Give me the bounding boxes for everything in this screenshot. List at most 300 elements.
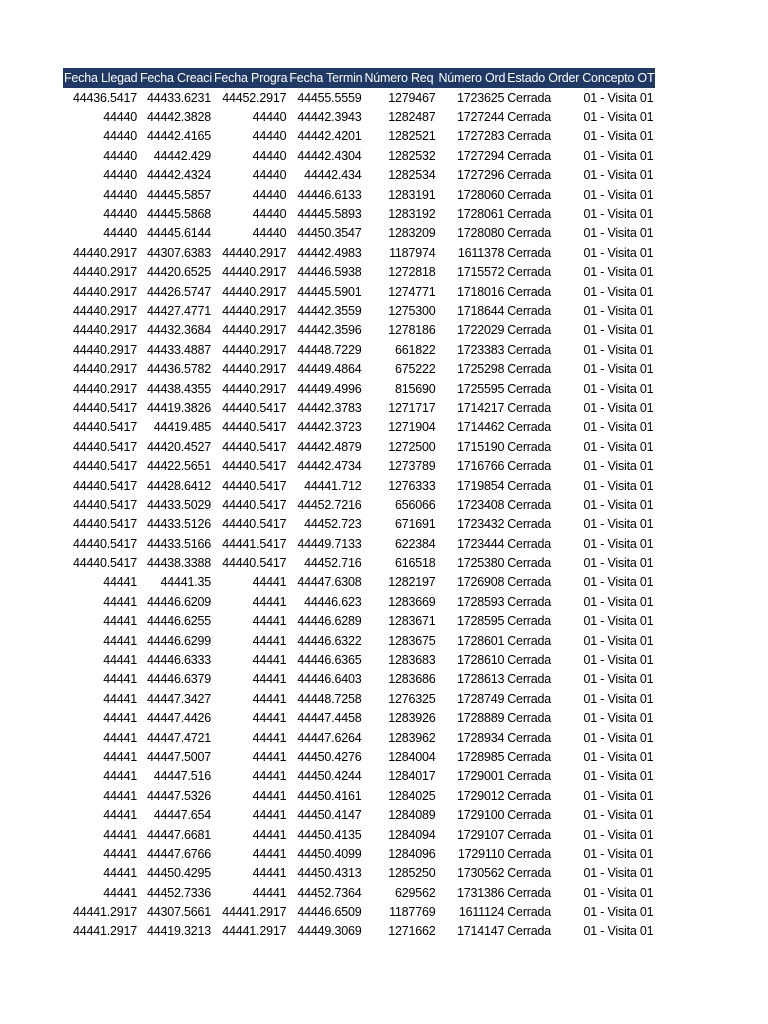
cell-concepto-ot: 01 - Visita 01	[583, 110, 654, 125]
cell-fecha-terminacion: 44448.7229	[297, 342, 362, 357]
cell-fecha-creacion: 44447.4721	[146, 730, 211, 745]
cell-fecha-terminacion: 44450.4147	[297, 808, 362, 823]
cell-numero-orden: 1723444	[456, 536, 505, 551]
cell-fecha-creacion: 44433.5166	[146, 536, 211, 551]
cell-fecha-creacion: 44433.6231	[146, 90, 211, 105]
cell-fecha-creacion: 44446.6379	[146, 672, 211, 687]
cell-fecha-creacion: 44442.4165	[146, 129, 211, 144]
cell-numero-orden: 1723432	[456, 517, 505, 532]
cell-fecha-terminacion: 44450.4161	[297, 788, 362, 803]
cell-fecha-programada: 44441	[252, 711, 287, 726]
cell-fecha-llegada: 44440.2917	[72, 245, 137, 260]
cell-fecha-creacion: 44442.3828	[146, 110, 211, 125]
table-row	[63, 689, 655, 708]
cell-estado-orden: Cerrada	[507, 846, 551, 861]
cell-fecha-creacion: 44436.5782	[146, 362, 211, 377]
cell-fecha-programada: 44441	[252, 866, 287, 881]
cell-fecha-llegada: 44441.2917	[72, 905, 137, 920]
cell-concepto-ot: 01 - Visita 01	[583, 866, 654, 881]
cell-concepto-ot: 01 - Visita 01	[583, 303, 654, 318]
cell-estado-orden: Cerrada	[507, 245, 551, 260]
cell-numero-orden: 1731386	[456, 885, 505, 900]
cell-concepto-ot: 01 - Visita 01	[583, 207, 654, 222]
cell-estado-orden: Cerrada	[507, 439, 551, 454]
cell-numero-orden: 1730562	[456, 866, 505, 881]
cell-fecha-creacion: 44445.5868	[146, 207, 211, 222]
cell-estado-orden: Cerrada	[507, 226, 551, 241]
table-row	[63, 728, 655, 747]
table-row	[63, 88, 655, 107]
cell-fecha-llegada: 44440	[103, 168, 137, 183]
cell-estado-orden: Cerrada	[507, 323, 551, 338]
cell-numero-req: 1283671	[388, 614, 436, 629]
cell-numero-orden: 1725298	[456, 362, 505, 377]
cell-estado-orden: Cerrada	[507, 517, 551, 532]
cell-fecha-creacion: 44427.4771	[146, 303, 211, 318]
cell-estado-orden: Cerrada	[507, 497, 551, 512]
table-row	[63, 437, 655, 456]
cell-fecha-creacion: 44446.6299	[146, 633, 211, 648]
cell-fecha-programada: 44440.5417	[222, 556, 287, 571]
cell-fecha-programada: 44440.2917	[222, 284, 287, 299]
cell-concepto-ot: 01 - Visita 01	[583, 187, 654, 202]
cell-concepto-ot: 01 - Visita 01	[583, 323, 654, 338]
cell-numero-req: 622384	[394, 536, 436, 551]
cell-estado-orden: Cerrada	[507, 536, 551, 551]
table-row	[63, 456, 655, 475]
cell-fecha-llegada: 44441	[103, 691, 137, 706]
cell-numero-req: 1271904	[388, 420, 436, 435]
table-row	[63, 224, 655, 243]
table-row	[63, 825, 655, 844]
cell-numero-req: 1282197	[388, 575, 436, 590]
cell-numero-req: 629562	[394, 885, 436, 900]
cell-numero-orden: 1714462	[456, 420, 505, 435]
cell-concepto-ot: 01 - Visita 01	[583, 633, 654, 648]
cell-fecha-terminacion: 44450.4099	[297, 846, 362, 861]
table-row	[63, 204, 655, 223]
cell-numero-orden: 1611124	[458, 905, 505, 920]
cell-concepto-ot: 01 - Visita 01	[583, 226, 654, 241]
cell-estado-orden: Cerrada	[507, 808, 551, 823]
cell-estado-orden: Cerrada	[507, 342, 551, 357]
cell-fecha-creacion: 44447.3427	[146, 691, 211, 706]
cell-fecha-llegada: 44441	[103, 808, 137, 823]
cell-numero-orden: 1715572	[456, 265, 505, 280]
cell-numero-orden: 1729107	[456, 827, 505, 842]
cell-concepto-ot: 01 - Visita 01	[583, 653, 654, 668]
table-row	[63, 146, 655, 165]
cell-numero-orden: 1725380	[456, 556, 505, 571]
cell-fecha-llegada: 44440.5417	[72, 497, 137, 512]
cell-fecha-creacion: 44442.4324	[146, 168, 211, 183]
cell-fecha-creacion: 44447.6681	[146, 827, 211, 842]
cell-fecha-terminacion: 44445.5901	[297, 284, 362, 299]
cell-fecha-terminacion: 44449.3069	[297, 924, 362, 939]
cell-numero-orden: 1727294	[456, 148, 505, 163]
table-row	[63, 902, 655, 921]
cell-estado-orden: Cerrada	[507, 594, 551, 609]
cell-fecha-programada: 44440.2917	[222, 323, 287, 338]
table-row	[63, 398, 655, 417]
cell-fecha-terminacion: 44452.723	[304, 517, 362, 532]
cell-fecha-creacion: 44438.3388	[146, 556, 211, 571]
cell-numero-req: 1283962	[388, 730, 436, 745]
cell-numero-req: 1271662	[388, 924, 436, 939]
table-row	[63, 282, 655, 301]
cell-numero-orden: 1719854	[456, 478, 505, 493]
cell-concepto-ot: 01 - Visita 01	[583, 711, 654, 726]
cell-fecha-creacion: 44447.516	[153, 769, 211, 784]
header-numero-req: Número Req	[363, 68, 437, 88]
cell-numero-req: 1282532	[388, 148, 436, 163]
cell-numero-orden: 1728889	[456, 711, 505, 726]
cell-fecha-llegada: 44440.5417	[72, 400, 137, 415]
cell-fecha-terminacion: 44450.4276	[297, 749, 362, 764]
cell-fecha-creacion: 44446.6209	[146, 594, 211, 609]
cell-fecha-llegada: 44440.5417	[72, 459, 137, 474]
cell-fecha-llegada: 44440.2917	[72, 362, 137, 377]
cell-fecha-llegada: 44440	[103, 187, 137, 202]
cell-concepto-ot: 01 - Visita 01	[583, 420, 654, 435]
header-numero-orden: Número Ord	[437, 68, 506, 88]
cell-concepto-ot: 01 - Visita 01	[583, 168, 654, 183]
table-row	[63, 709, 655, 728]
cell-fecha-llegada: 44440	[103, 226, 137, 241]
cell-concepto-ot: 01 - Visita 01	[583, 459, 654, 474]
table-row	[63, 767, 655, 786]
cell-fecha-creacion: 44428.6412	[146, 478, 211, 493]
cell-numero-orden: 1729001	[456, 769, 505, 784]
cell-numero-orden: 1722029	[456, 323, 505, 338]
cell-numero-req: 1274771	[388, 284, 436, 299]
cell-fecha-llegada: 44441.2917	[72, 924, 137, 939]
cell-numero-orden: 1728601	[456, 633, 505, 648]
cell-numero-req: 1272818	[388, 265, 436, 280]
table-row	[63, 631, 655, 650]
cell-numero-orden: 1728595	[456, 614, 505, 629]
cell-numero-req: 1282534	[388, 168, 436, 183]
cell-fecha-llegada: 44440	[103, 148, 137, 163]
cell-fecha-terminacion: 44442.3596	[297, 323, 362, 338]
cell-fecha-terminacion: 44446.6289	[297, 614, 362, 629]
cell-fecha-llegada: 44440	[103, 110, 137, 125]
cell-concepto-ot: 01 - Visita 01	[583, 362, 654, 377]
cell-fecha-terminacion: 44450.4135	[297, 827, 362, 842]
cell-fecha-creacion: 44447.5007	[146, 749, 211, 764]
cell-fecha-programada: 44440	[252, 226, 287, 241]
cell-fecha-programada: 44440.2917	[222, 265, 287, 280]
cell-fecha-terminacion: 44442.4983	[297, 245, 362, 260]
cell-numero-orden: 1726908	[456, 575, 505, 590]
cell-estado-orden: Cerrada	[507, 459, 551, 474]
cell-estado-orden: Cerrada	[507, 284, 551, 299]
cell-fecha-programada: 44440.5417	[222, 517, 287, 532]
cell-numero-req: 1187974	[389, 245, 436, 260]
cell-fecha-creacion: 44446.6255	[146, 614, 211, 629]
table-row	[63, 592, 655, 611]
cell-concepto-ot: 01 - Visita 01	[583, 517, 654, 532]
cell-fecha-terminacion: 44442.3783	[297, 400, 362, 415]
cell-fecha-creacion: 44446.6333	[146, 653, 211, 668]
cell-fecha-llegada: 44441	[103, 711, 137, 726]
cell-fecha-terminacion: 44452.7364	[297, 885, 362, 900]
cell-fecha-programada: 44440	[252, 207, 287, 222]
cell-estado-orden: Cerrada	[507, 653, 551, 668]
table-row	[63, 495, 655, 514]
header-fecha-programada: Fecha Progra	[213, 68, 288, 88]
cell-fecha-programada: 44441	[252, 594, 287, 609]
table-row	[63, 185, 655, 204]
cell-fecha-llegada: 44441	[103, 846, 137, 861]
cell-fecha-creacion: 44420.4527	[146, 439, 211, 454]
cell-fecha-llegada: 44441	[103, 885, 137, 900]
cell-estado-orden: Cerrada	[507, 148, 551, 163]
cell-fecha-terminacion: 44452.7216	[297, 497, 362, 512]
cell-concepto-ot: 01 - Visita 01	[583, 536, 654, 551]
cell-numero-req: 1284096	[388, 846, 436, 861]
cell-fecha-creacion: 44438.4355	[146, 381, 211, 396]
cell-fecha-programada: 44440.2917	[222, 245, 287, 260]
cell-fecha-creacion: 44307.5661	[146, 905, 211, 920]
cell-concepto-ot: 01 - Visita 01	[583, 284, 654, 299]
cell-fecha-terminacion: 44449.4996	[297, 381, 362, 396]
cell-numero-orden: 1718644	[456, 303, 505, 318]
cell-fecha-terminacion: 44450.3547	[297, 226, 362, 241]
cell-concepto-ot: 01 - Visita 01	[583, 749, 654, 764]
cell-numero-req: 1283191	[388, 187, 436, 202]
cell-fecha-programada: 44440	[252, 187, 287, 202]
cell-concepto-ot: 01 - Visita 01	[583, 827, 654, 842]
cell-fecha-terminacion: 44445.5893	[297, 207, 362, 222]
cell-fecha-llegada: 44441	[103, 594, 137, 609]
cell-estado-orden: Cerrada	[507, 672, 551, 687]
cell-fecha-terminacion: 44446.5938	[297, 265, 362, 280]
cell-numero-req: 1284017	[388, 769, 436, 784]
cell-numero-orden: 1725595	[456, 381, 505, 396]
cell-estado-orden: Cerrada	[507, 749, 551, 764]
cell-concepto-ot: 01 - Visita 01	[583, 672, 654, 687]
cell-fecha-llegada: 44440.5417	[72, 536, 137, 551]
cell-numero-req: 661822	[394, 342, 436, 357]
cell-fecha-creacion: 44426.5747	[146, 284, 211, 299]
cell-estado-orden: Cerrada	[507, 129, 551, 144]
table-row	[63, 786, 655, 805]
cell-fecha-programada: 44440.5417	[222, 420, 287, 435]
cell-fecha-terminacion: 44442.3943	[297, 110, 362, 125]
cell-fecha-terminacion: 44442.4734	[297, 459, 362, 474]
cell-fecha-programada: 44440	[252, 148, 287, 163]
cell-fecha-llegada: 44440.5417	[72, 420, 137, 435]
cell-numero-req: 1282521	[388, 129, 436, 144]
cell-concepto-ot: 01 - Visita 01	[583, 846, 654, 861]
cell-fecha-terminacion: 44449.4864	[297, 362, 362, 377]
table-body	[63, 88, 655, 941]
cell-fecha-llegada: 44440.2917	[72, 342, 137, 357]
cell-fecha-terminacion: 44442.4304	[297, 148, 362, 163]
cell-fecha-llegada: 44441	[103, 653, 137, 668]
cell-numero-req: 815690	[394, 381, 436, 396]
table-row	[63, 379, 655, 398]
cell-concepto-ot: 01 - Visita 01	[583, 381, 654, 396]
cell-numero-orden: 1728080	[456, 226, 505, 241]
table-row	[63, 612, 655, 631]
cell-numero-orden: 1727283	[456, 129, 505, 144]
cell-fecha-terminacion: 44442.434	[304, 168, 362, 183]
cell-numero-req: 656066	[394, 497, 436, 512]
table-row	[63, 844, 655, 863]
data-table	[63, 68, 655, 941]
cell-concepto-ot: 01 - Visita 01	[583, 885, 654, 900]
table-row	[63, 243, 655, 262]
cell-numero-orden: 1728061	[456, 207, 505, 222]
cell-fecha-terminacion: 44446.6509	[297, 905, 362, 920]
cell-estado-orden: Cerrada	[507, 362, 551, 377]
cell-estado-orden: Cerrada	[507, 90, 551, 105]
cell-fecha-terminacion: 44449.7133	[297, 536, 362, 551]
cell-concepto-ot: 01 - Visita 01	[583, 90, 654, 105]
table-row	[63, 553, 655, 572]
cell-concepto-ot: 01 - Visita 01	[583, 905, 654, 920]
cell-fecha-programada: 44440.5417	[222, 439, 287, 454]
cell-numero-orden: 1716766	[456, 459, 505, 474]
cell-estado-orden: Cerrada	[507, 827, 551, 842]
cell-numero-orden: 1727244	[456, 110, 505, 125]
cell-fecha-llegada: 44440	[103, 207, 137, 222]
table-row	[63, 127, 655, 146]
cell-estado-orden: Cerrada	[507, 730, 551, 745]
table-row	[63, 515, 655, 534]
cell-fecha-programada: 44440.5417	[222, 478, 287, 493]
cell-fecha-creacion: 44452.7336	[146, 885, 211, 900]
cell-fecha-llegada: 44440.5417	[72, 556, 137, 571]
cell-estado-orden: Cerrada	[507, 400, 551, 415]
table-row	[63, 573, 655, 592]
cell-estado-orden: Cerrada	[507, 303, 551, 318]
cell-concepto-ot: 01 - Visita 01	[583, 400, 654, 415]
cell-fecha-programada: 44441	[252, 846, 287, 861]
cell-estado-orden: Cerrada	[507, 420, 551, 435]
table-row	[63, 263, 655, 282]
cell-fecha-programada: 44441	[252, 672, 287, 687]
cell-fecha-programada: 44440.2917	[222, 381, 287, 396]
cell-fecha-terminacion: 44447.6308	[297, 575, 362, 590]
header-fecha-terminacion: Fecha Termin	[288, 68, 363, 88]
cell-estado-orden: Cerrada	[507, 866, 551, 881]
cell-concepto-ot: 01 - Visita 01	[583, 924, 654, 939]
cell-numero-req: 1272500	[388, 439, 436, 454]
cell-fecha-terminacion: 44446.6133	[297, 187, 362, 202]
cell-fecha-terminacion: 44452.716	[304, 556, 362, 571]
cell-fecha-llegada: 44441	[103, 769, 137, 784]
cell-fecha-programada: 44441	[252, 749, 287, 764]
cell-numero-req: 1276325	[388, 691, 436, 706]
cell-estado-orden: Cerrada	[507, 575, 551, 590]
cell-fecha-programada: 44440.2917	[222, 303, 287, 318]
cell-numero-req: 1283675	[388, 633, 436, 648]
cell-fecha-terminacion: 44442.4879	[297, 439, 362, 454]
cell-fecha-creacion: 44442.429	[153, 148, 211, 163]
cell-fecha-programada: 44440.5417	[222, 400, 287, 415]
cell-fecha-programada: 44441	[252, 575, 287, 590]
cell-fecha-programada: 44440	[252, 168, 287, 183]
table-row	[63, 922, 655, 941]
cell-fecha-llegada: 44436.5417	[72, 90, 137, 105]
table-row	[63, 359, 655, 378]
cell-fecha-programada: 44441.5417	[222, 536, 287, 551]
cell-fecha-programada: 44441	[252, 614, 287, 629]
cell-fecha-programada: 44441	[252, 827, 287, 842]
cell-numero-orden: 1728610	[456, 653, 505, 668]
table-row	[63, 670, 655, 689]
cell-concepto-ot: 01 - Visita 01	[583, 129, 654, 144]
cell-fecha-creacion: 44419.3213	[146, 924, 211, 939]
cell-fecha-terminacion: 44441.712	[304, 478, 362, 493]
cell-numero-req: 1187769	[389, 905, 436, 920]
cell-concepto-ot: 01 - Visita 01	[583, 808, 654, 823]
cell-numero-req: 1285250	[388, 866, 436, 881]
cell-estado-orden: Cerrada	[507, 187, 551, 202]
cell-fecha-llegada: 44441	[103, 749, 137, 764]
table-row	[63, 883, 655, 902]
header-fecha-creacion: Fecha Creaci	[139, 68, 213, 88]
cell-fecha-llegada: 44440.2917	[72, 265, 137, 280]
table-row	[63, 321, 655, 340]
cell-concepto-ot: 01 - Visita 01	[583, 497, 654, 512]
cell-fecha-creacion: 44422.5651	[146, 459, 211, 474]
header-concepto-ot: Concepto OT	[581, 68, 655, 88]
cell-fecha-programada: 44441.2917	[222, 924, 287, 939]
cell-estado-orden: Cerrada	[507, 905, 551, 920]
cell-numero-orden: 1729012	[456, 788, 505, 803]
cell-estado-orden: Cerrada	[507, 265, 551, 280]
cell-numero-orden: 1723408	[456, 497, 505, 512]
cell-fecha-programada: 44440	[252, 129, 287, 144]
cell-fecha-creacion: 44447.4426	[146, 711, 211, 726]
cell-numero-req: 1284094	[388, 827, 436, 842]
cell-numero-req: 1275300	[388, 303, 436, 318]
table-row	[63, 107, 655, 126]
cell-numero-req: 1283669	[388, 594, 436, 609]
cell-numero-req: 1271717	[388, 400, 436, 415]
cell-fecha-llegada: 44441	[103, 575, 137, 590]
cell-estado-orden: Cerrada	[507, 924, 551, 939]
cell-fecha-terminacion: 44450.4244	[297, 769, 362, 784]
table-row	[63, 864, 655, 883]
cell-numero-orden: 1729100	[456, 808, 505, 823]
table-row	[63, 340, 655, 359]
cell-fecha-terminacion: 44450.4313	[297, 866, 362, 881]
cell-numero-req: 675222	[394, 362, 436, 377]
cell-fecha-programada: 44441	[252, 808, 287, 823]
cell-numero-req: 1284089	[388, 808, 436, 823]
cell-fecha-llegada: 44441	[103, 827, 137, 842]
cell-numero-orden: 1714217	[456, 400, 505, 415]
cell-concepto-ot: 01 - Visita 01	[583, 730, 654, 745]
cell-numero-req: 671691	[394, 517, 436, 532]
cell-numero-orden: 1718016	[456, 284, 505, 299]
cell-estado-orden: Cerrada	[507, 381, 551, 396]
cell-concepto-ot: 01 - Visita 01	[583, 788, 654, 803]
cell-fecha-terminacion: 44447.4458	[297, 711, 362, 726]
cell-numero-orden: 1611378	[457, 245, 505, 260]
cell-numero-orden: 1728749	[456, 691, 505, 706]
cell-numero-orden: 1727296	[456, 168, 505, 183]
cell-fecha-terminacion: 44448.7258	[297, 691, 362, 706]
cell-fecha-terminacion: 44442.4201	[297, 129, 362, 144]
cell-fecha-llegada: 44441	[103, 730, 137, 745]
cell-fecha-terminacion: 44446.6365	[297, 653, 362, 668]
